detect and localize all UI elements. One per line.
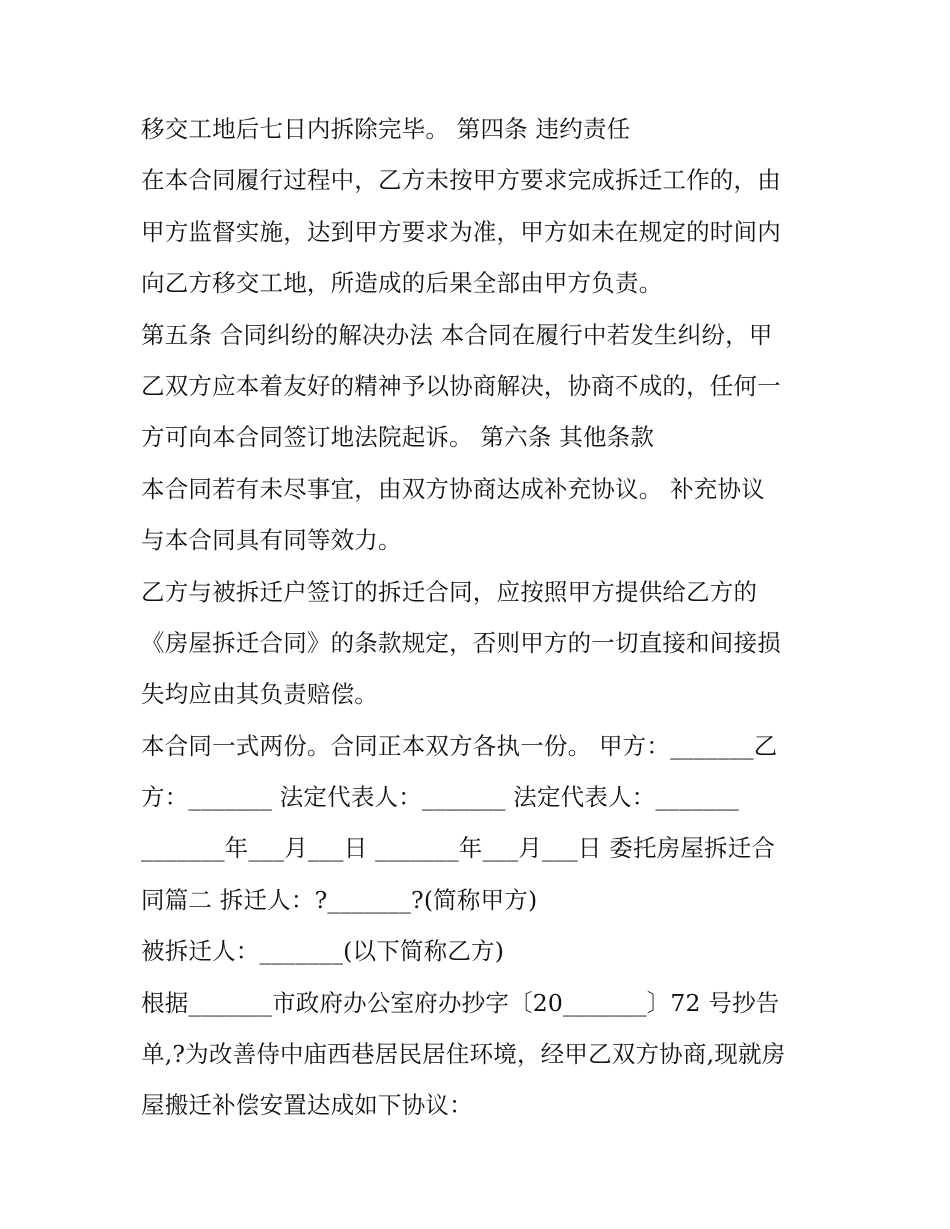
text-line: 本合同一式两份。合同正本双方各执一份。 甲方：_______乙 — [141, 731, 778, 760]
text-line: 方：_______ 法定代表人：_______ 法定代表人：_______ — [141, 783, 740, 812]
text-line: 移交工地后七日内拆除完毕。 第四条 违约责任 — [141, 115, 631, 143]
text-line: 《房屋拆迁合同》的条款规定，否则甲方的一切直接和间接损 — [141, 628, 781, 657]
text-line: _______年___月___日 _______年___月___日 委托房屋拆迁合 — [141, 834, 776, 863]
text-line: 乙双方应本着友好的精神予以协商解决，协商不成的，任何一 — [141, 371, 781, 400]
text-line: 方可向本合同签订地法院起诉。 第六条 其他条款 — [141, 423, 655, 452]
text-line: 被拆迁人：_______(以下简称乙方) — [141, 937, 505, 966]
text-line: 同篇二 拆迁人：?_______?(简称甲方) — [141, 885, 538, 914]
text-line: 单,?为改善侍中庙西巷居民居住环境，经甲乙双方协商,现就房 — [141, 1040, 786, 1069]
text-line: 屋搬迁补偿安置达成如下协议： — [141, 1091, 473, 1120]
text-line: 与本合同具有同等效力。 — [141, 526, 402, 555]
text-line: 在本合同履行过程中，乙方未按甲方要求完成拆迁工作的，由 — [141, 166, 781, 195]
text-line: 第五条 合同纠纷的解决办法 本合同在履行中若发生纠纷，甲 — [141, 320, 773, 349]
text-line: 甲方监督实施，达到甲方要求为准，甲方如未在规定的时间内 — [141, 217, 781, 246]
text-line: 本合同若有未尽事宜，由双方协商达成补充协议。 补充协议 — [141, 474, 765, 503]
text-line: 失均应由其负责赔偿。 — [141, 680, 378, 709]
document-body — [141, 110, 821, 1138]
text-line: 根据_______市政府办公室府办抄字〔20_______〕72 号抄告 — [141, 988, 780, 1017]
text-line: 向乙方移交工地，所造成的后果全部由甲方负责。 — [141, 269, 663, 298]
text-line: 乙方与被拆迁户签订的拆迁合同，应按照甲方提供给乙方的 — [141, 577, 758, 606]
